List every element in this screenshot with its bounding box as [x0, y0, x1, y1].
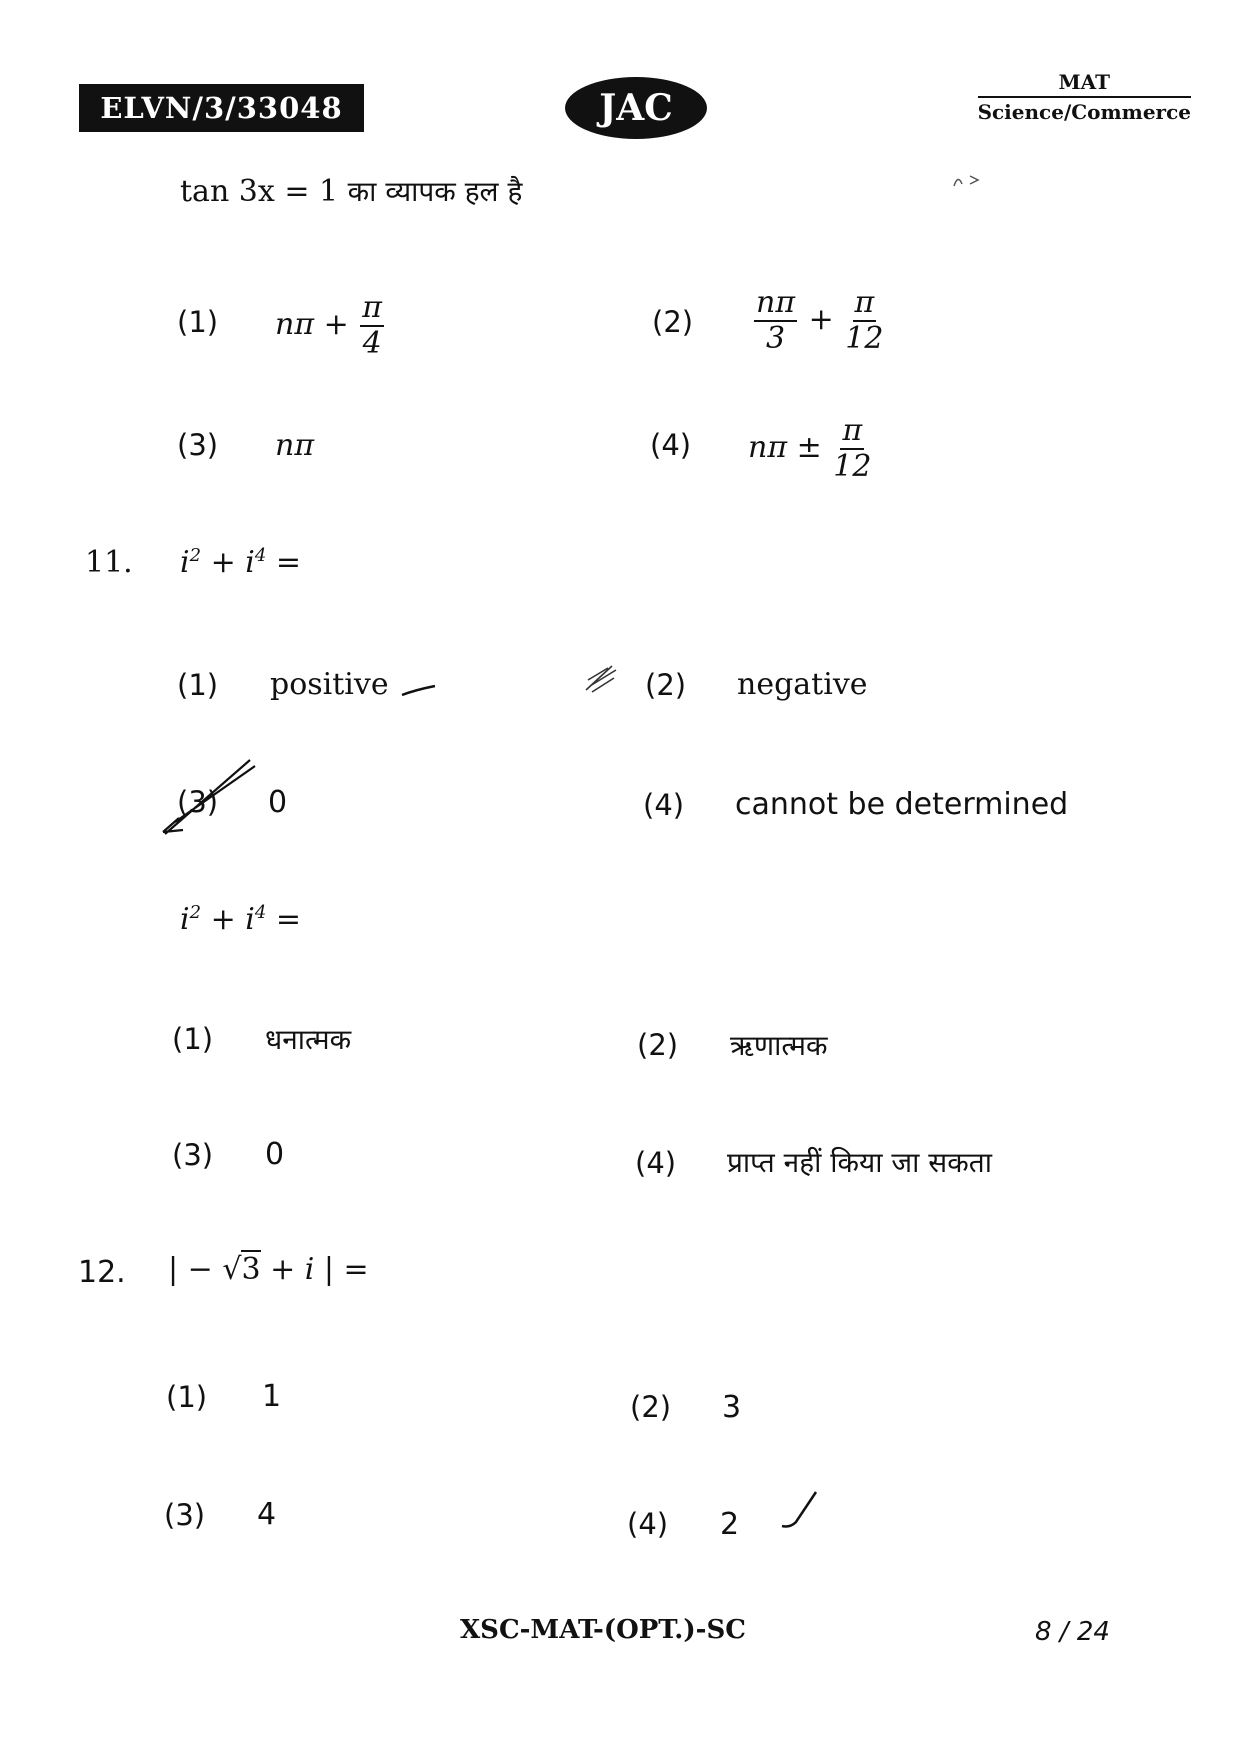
paper-code: ELVN/3/33048	[79, 84, 364, 132]
q12-expr: | − √3 + i | =	[168, 1252, 369, 1287]
q11-opt3-label: 0	[268, 785, 288, 820]
q12-opt1-label: 1	[262, 1379, 282, 1414]
q11-hi-opt4-label: प्राप्त नहीं किया जा सकता	[727, 1146, 992, 1179]
q10-opt4-num: (4)	[650, 428, 692, 462]
tick-mark-icon	[400, 680, 440, 700]
page-number: 8 / 24	[1035, 1617, 1110, 1647]
subject-block	[978, 70, 1191, 124]
q10-opt1-num: (1)	[177, 305, 219, 339]
q11-number: 11.	[85, 545, 133, 580]
q11-expr: $i^2 + i^4$ =	[180, 545, 302, 580]
q11-opt2-num: (2)	[645, 668, 687, 702]
footer-code: XSC-MAT-(OPT.)-SC	[460, 1615, 746, 1645]
q10-opt1-expr: nπ + $\frac{\pi}{4}$	[275, 290, 382, 361]
q12-opt3-label: 4	[257, 1497, 277, 1532]
q12-opt4-num: (4)	[627, 1507, 669, 1541]
subject-name: MAT	[978, 70, 1191, 98]
tick-mark-icon	[780, 1488, 820, 1530]
q10-math: tan 3x = 1	[180, 174, 339, 209]
q11-hi-opt2-num: (2)	[637, 1028, 679, 1062]
q12-opt2-num: (2)	[630, 1390, 672, 1424]
q11-hi-opt3-num: (3)	[172, 1138, 214, 1172]
q12-opt2-label: 3	[722, 1390, 742, 1425]
q11-opt2-label: negative	[737, 667, 868, 702]
q11-opt4-label: cannot be determined	[735, 787, 1069, 822]
q11-hi-opt3-label: 0	[265, 1137, 285, 1172]
q11-hi-opt1-num: (1)	[172, 1022, 214, 1056]
q11-hi-opt1-label: धनात्मक	[265, 1023, 352, 1056]
q10-opt3-expr: nπ	[275, 428, 315, 463]
q11-hi-opt4-num: (4)	[635, 1146, 677, 1180]
strike-mark-icon	[155, 752, 265, 842]
q10-stem	[180, 172, 522, 210]
q11-opt1-label: positive	[270, 667, 389, 702]
q12-opt4-label: 2	[720, 1507, 740, 1542]
q10-hindi: का व्यापक हल है	[347, 175, 523, 208]
scribble-mark-icon	[582, 660, 620, 696]
q11-expr-hindi: $i^2 + i^4$ =	[180, 902, 302, 937]
q11-opt3-num: (3)	[177, 785, 219, 819]
q11-hi-opt2-label: ऋणात्मक	[730, 1029, 828, 1062]
q12-opt3-num: (3)	[164, 1498, 206, 1532]
scribble-mark-icon	[950, 170, 986, 190]
q10-opt2-expr: $\frac{n\pi}{3}$ + $\frac{\pi}{12}$	[756, 285, 884, 356]
q12-number: 12.	[78, 1255, 126, 1290]
q11-opt1-num: (1)	[177, 668, 219, 702]
q10-opt4-expr: nπ ± $\frac{\pi}{12}$	[748, 413, 872, 484]
jac-logo: JAC	[565, 77, 707, 139]
q10-opt2-num: (2)	[652, 305, 694, 339]
q10-opt3-num: (3)	[177, 428, 219, 462]
q11-opt4-num: (4)	[643, 788, 685, 822]
stream-name: Science/Commerce	[977, 100, 1191, 124]
q12-opt1-num: (1)	[166, 1380, 208, 1414]
